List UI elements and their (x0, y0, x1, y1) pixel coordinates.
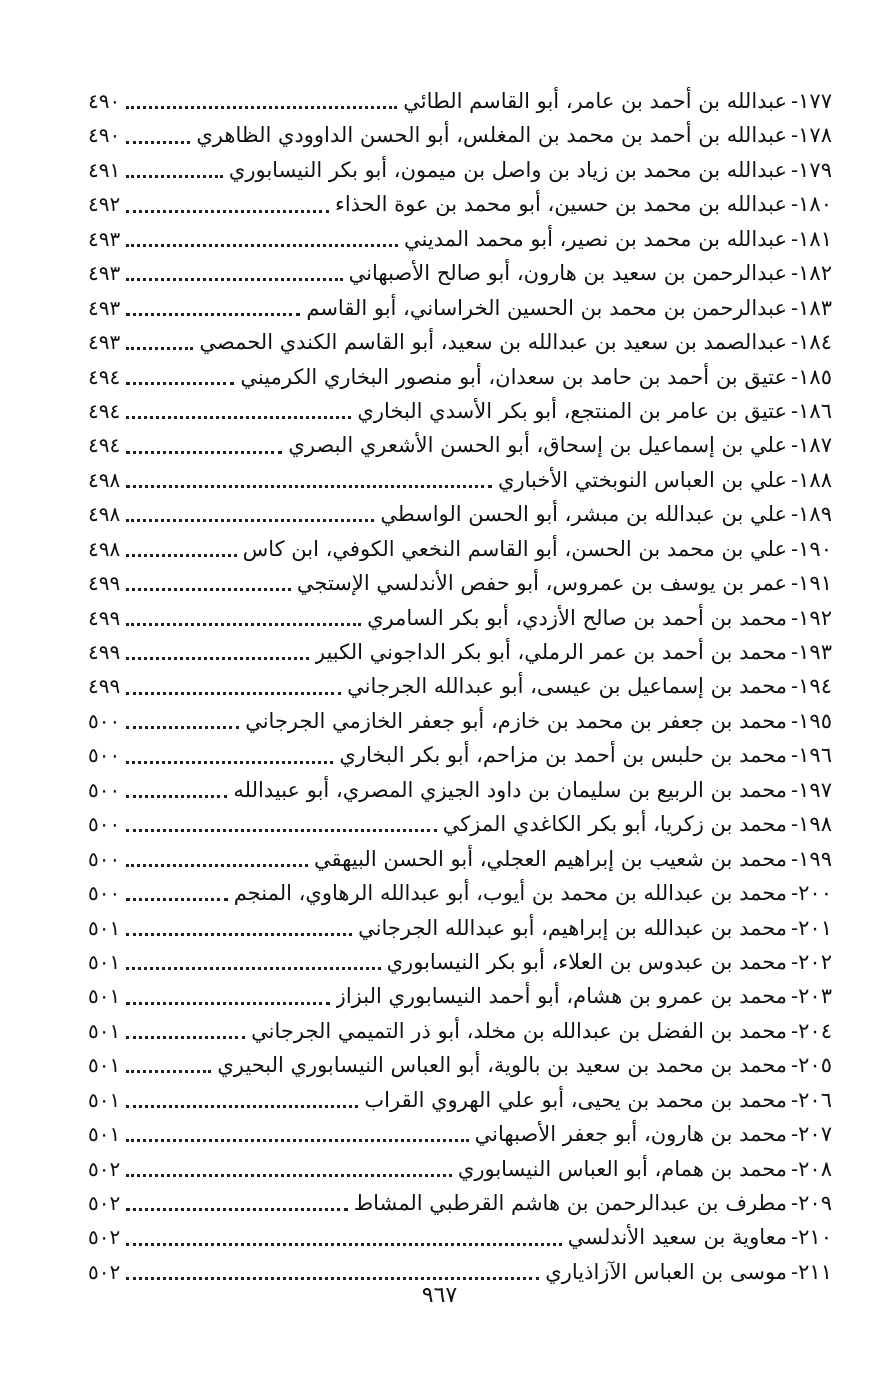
entry-number: ٢٠٦ (798, 1087, 832, 1112)
entry-title: عبدالرحمن بن سعيد بن هارون، أبو صالح الأصبهاني (348, 261, 788, 286)
dot-leader (126, 484, 492, 488)
toc-entry (88, 1083, 832, 1117)
toc-entry (88, 807, 832, 841)
entry-number: ١٧٩ (798, 157, 832, 182)
entry-title: موسى بن العباس الآزاذياري (545, 1259, 788, 1284)
entry-title: عبدالله بن محمد بن حسين، أبو محمد بن عوة الحذاء (334, 192, 788, 217)
entry-page-ref: ٤٩٩ (88, 640, 121, 664)
toc-entry (88, 428, 832, 462)
entry-number: ١٨١ (798, 226, 832, 251)
entry-dash: - (791, 708, 799, 733)
dot-leader (126, 1276, 539, 1280)
page-number: ٩٦٧ (421, 1283, 458, 1308)
dot-leader (126, 105, 397, 109)
entry-dash: - (791, 226, 799, 251)
toc-entry (88, 738, 832, 772)
entry-number: ٢٠٢ (798, 949, 832, 974)
toc-entry (88, 635, 832, 669)
entry-page-ref: ٤٩٤ (88, 364, 121, 389)
toc-entry (88, 773, 832, 807)
toc-entry (88, 118, 832, 152)
dot-leader (126, 381, 234, 385)
entry-dash: - (791, 571, 799, 596)
entry-number: ٢١٠ (798, 1225, 832, 1250)
entry-number: ١٧٨ (798, 123, 832, 148)
entry-dash: - (791, 1191, 799, 1215)
dot-leader (126, 622, 361, 626)
entry-number: ٢٠١ (798, 915, 832, 940)
toc-entry (88, 187, 832, 221)
entry-number: ٢٠٨ (798, 1156, 832, 1181)
toc-entry (88, 1186, 832, 1220)
entry-dash: - (791, 433, 799, 458)
entry-page-ref: ٥٠٠ (88, 777, 121, 802)
entry-page-ref: ٤٩٣ (88, 261, 121, 286)
entry-page-ref: ٤٩٠ (88, 123, 121, 148)
entry-page-ref: ٥٠٠ (88, 846, 121, 871)
dot-leader (126, 1242, 562, 1246)
dot-leader (126, 760, 333, 764)
entry-dash: - (791, 502, 799, 527)
entry-number: ١٨٨ (798, 467, 832, 492)
entry-dash: - (791, 1259, 799, 1284)
entry-number: ١٩٨ (798, 812, 832, 837)
dot-leader (126, 725, 239, 729)
dot-leader (126, 209, 329, 213)
entry-number: ١٨٩ (798, 502, 832, 527)
toc-entry (88, 532, 832, 566)
entry-page-ref: ٥٠٠ (88, 708, 121, 733)
entry-title: محمد بن عبدالله بن إبراهيم، أبو عبدالله الجرجاني (358, 915, 788, 940)
entry-number: ١٨٦ (798, 398, 832, 423)
toc-entry (88, 876, 832, 910)
entry-page-ref: ٥٠١ (88, 1053, 121, 1078)
toc-entry (88, 463, 832, 497)
entry-page-ref: ٥٠٠ (88, 881, 121, 906)
entry-title: علي بن إسماعيل بن إسحاق، أبو الحسن الأشعري البصري (288, 433, 788, 458)
entry-number: ١٩٩ (798, 846, 832, 871)
entry-dash: - (791, 398, 799, 423)
entry-number: ٢٠٤ (798, 1018, 832, 1043)
entry-page-ref: ٥٠١ (88, 984, 121, 1009)
toc-entry (88, 842, 832, 876)
entry-number: ٢٠٠ (798, 881, 832, 906)
entry-number: ١٩٣ (798, 640, 832, 664)
entry-title: عبدالله بن أحمد بن عامر، أبو القاسم الطائي (403, 89, 788, 113)
entry-page-ref: ٤٩٣ (88, 226, 121, 251)
dot-leader (126, 346, 193, 350)
dot-leader (126, 897, 227, 901)
toc-entry (88, 256, 832, 290)
toc-entry (88, 153, 832, 187)
entry-page-ref: ٥٠١ (88, 1018, 121, 1043)
entry-page-ref: ٥٠٢ (88, 1259, 121, 1284)
entry-page-ref: ٥٠٢ (88, 1191, 121, 1215)
entry-page-ref: ٤٩٤ (88, 433, 121, 458)
toc-entry (88, 704, 832, 738)
toc-entry (88, 84, 832, 118)
entry-title: عبدالله بن أحمد بن محمد بن المغلس، أبو الحسن الداوودي الظاهري (196, 123, 788, 148)
dot-leader (126, 828, 437, 832)
entry-title: علي بن عبدالله بن مبشر، أبو الحسن الواسطي (380, 502, 788, 527)
entry-dash: - (791, 984, 799, 1009)
entry-page-ref: ٤٩٣ (88, 330, 121, 355)
entry-number: ٢٠٩ (798, 1191, 832, 1215)
entry-title: علي بن محمد بن الحسن، أبو القاسم النخعي الكوفي، ابن كاس (242, 536, 788, 561)
entry-number: ١٨٧ (798, 433, 832, 458)
toc-entry (88, 325, 832, 359)
entry-page-ref: ٥٠١ (88, 1087, 121, 1112)
entry-dash: - (791, 295, 799, 320)
dot-leader (126, 415, 351, 419)
entry-dash: - (791, 1087, 799, 1112)
entry-dash: - (791, 674, 799, 699)
entry-dash: - (791, 1018, 799, 1043)
entry-dash: - (791, 467, 799, 492)
toc-entry (88, 1014, 832, 1048)
entry-dash: - (791, 605, 799, 630)
dot-leader (126, 587, 291, 591)
entry-number: ٢١١ (798, 1259, 832, 1284)
entry-number: ١٨٣ (798, 295, 832, 320)
entry-page-ref: ٤٩٩ (88, 674, 121, 699)
entry-title: محمد بن همام، أبو العباس النيسابوري (457, 1156, 788, 1181)
entry-title: علي بن العباس النوبختي الأخباري (498, 467, 788, 492)
entry-title: عمر بن يوسف بن عمروس، أبو حفص الأندلسي الإستجي (296, 571, 788, 596)
entry-title: محمد بن محمد بن سعيد بن بالوية، أبو العباس النيسابوري البحيري (217, 1053, 788, 1078)
toc-entry (88, 222, 832, 256)
toc-entry (88, 979, 832, 1013)
entry-page-ref: ٤٩٨ (88, 467, 121, 492)
entry-title: عتيق بن عامر بن المنتجع، أبو بكر الأسدي البخاري (357, 398, 788, 423)
toc-entry (88, 911, 832, 945)
entry-page-ref: ٤٩٨ (88, 536, 121, 561)
entry-number: ٢٠٥ (798, 1053, 832, 1078)
entry-page-ref: ٤٩٨ (88, 502, 121, 527)
entry-dash: - (791, 949, 799, 974)
dot-leader (126, 1173, 452, 1177)
entry-page-ref: ٤٩٠ (88, 89, 121, 113)
toc-entry (88, 566, 832, 600)
entry-page-ref: ٥٠٠ (88, 812, 121, 837)
entry-dash: - (791, 157, 799, 182)
dot-leader (126, 932, 352, 936)
toc-entry (88, 1220, 832, 1254)
toc-entry (88, 291, 832, 325)
entry-page-ref: ٤٩٢ (88, 192, 121, 217)
dot-leader (126, 1104, 358, 1108)
toc-entry (88, 601, 832, 635)
entry-dash: - (791, 1225, 799, 1250)
toc-entry (88, 1048, 832, 1082)
entry-dash: - (791, 123, 799, 148)
entry-page-ref: ٤٩٩ (88, 605, 121, 630)
dot-leader (126, 174, 223, 178)
entry-page-ref: ٤٩١ (88, 157, 121, 182)
dot-leader (126, 450, 282, 454)
entry-dash: - (791, 1053, 799, 1078)
entry-dash: - (791, 881, 799, 906)
dot-leader (126, 312, 300, 316)
entry-dash: - (791, 1122, 799, 1147)
entry-number: ٢٠٣ (798, 984, 832, 1009)
entry-dash: - (791, 640, 799, 664)
entry-number: ١٩٦ (798, 743, 832, 768)
dot-leader (126, 1138, 468, 1142)
entry-title: محمد بن أحمد بن صالح الأزدي، أبو بكر السامري (367, 605, 788, 630)
dot-leader (126, 277, 342, 281)
entry-dash: - (791, 330, 799, 355)
dot-leader (126, 863, 308, 867)
dot-leader (126, 656, 309, 660)
entry-dash: - (791, 812, 799, 837)
entry-title: محمد بن عبدوس بن العلاء، أبو بكر النيسابوري (386, 949, 788, 974)
dot-leader (126, 794, 227, 798)
entry-title: عتيق بن أحمد بن حامد بن سعدان، أبو منصور البخاري الكرميني (240, 364, 788, 389)
toc-entry (88, 394, 832, 428)
dot-leader (126, 1001, 329, 1005)
entry-page-ref: ٥٠٢ (88, 1156, 121, 1181)
entry-title: مطرف بن عبدالرحمن بن هاشم القرطبي المشاط (353, 1191, 788, 1215)
entry-title: محمد بن الربيع بن سليمان بن داود الجيزي المصري، أبو عبيدالله (233, 777, 788, 802)
entry-page-ref: ٥٠١ (88, 915, 121, 940)
entry-title: محمد بن هارون، أبو جعفر الأصبهاني (474, 1122, 788, 1147)
entry-number: ١٨٥ (798, 364, 832, 389)
entry-title: عبدالصمد بن سعيد بن عبدالله بن سعيد، أبو القاسم الكندي الحمصي (199, 330, 788, 355)
toc-entry (88, 1117, 832, 1151)
entry-number: ١٩٢ (798, 605, 832, 630)
entry-title: محمد بن عبدالله بن محمد بن أيوب، أبو عبدالله الرهاوي، المنجم (233, 881, 788, 906)
entry-dash: - (791, 915, 799, 940)
entry-number: ١٩٤ (798, 674, 832, 699)
entry-title: محمد بن جعفر بن محمد بن خازم، أبو جعفر الخازمي الجرجاني (245, 708, 788, 733)
entry-number: ١٨٢ (798, 261, 832, 286)
entry-title: عبدالله بن محمد بن زياد بن واصل بن ميمون، أبو بكر النيسابوري (228, 157, 788, 182)
toc-entry (88, 945, 832, 979)
entry-page-ref: ٥٠١ (88, 949, 121, 974)
toc-entry (88, 360, 832, 394)
toc-entry (88, 1152, 832, 1186)
entry-dash: - (791, 261, 799, 286)
entry-page-ref: ٥٠٢ (88, 1225, 121, 1250)
dot-leader (126, 243, 398, 247)
entry-dash: - (791, 777, 799, 802)
toc-entry (88, 497, 832, 531)
entry-title: محمد بن زكريا، أبو بكر الكاغدي المزكي (442, 812, 788, 837)
entry-page-ref: ٥٠٠ (88, 743, 121, 768)
dot-leader (126, 518, 374, 522)
entry-number: ١٧٧ (798, 89, 832, 113)
entry-dash: - (791, 192, 799, 217)
entry-title: محمد بن عمرو بن هشام، أبو أحمد النيسابوري البزاز (335, 984, 788, 1009)
dot-leader (126, 1069, 211, 1073)
dot-leader (126, 691, 341, 695)
dot-leader (126, 1207, 347, 1211)
dot-leader (126, 966, 380, 970)
entry-number: ١٩٥ (798, 708, 832, 733)
entry-title: محمد بن إسماعيل بن عيسى، أبو عبدالله الجرجاني (347, 674, 788, 699)
entry-dash: - (791, 846, 799, 871)
entry-page-ref: ٥٠١ (88, 1122, 121, 1147)
table-of-contents (88, 84, 832, 1289)
dot-leader (126, 1035, 245, 1039)
entry-title: محمد بن حلبس بن أحمد بن مزاحم، أبو بكر البخاري (339, 743, 788, 768)
dot-leader (126, 140, 190, 144)
entry-dash: - (791, 364, 799, 389)
entry-dash: - (791, 89, 799, 113)
entry-title: محمد بن أحمد بن عمر الرملي، أبو بكر الداجوني الكبير (314, 640, 788, 664)
entry-title: عبدالرحمن بن محمد بن الحسين الخراساني، أبو القاسم (306, 295, 788, 320)
entry-dash: - (791, 1156, 799, 1181)
entry-number: ١٨٠ (798, 192, 832, 217)
entry-number: ١٩٧ (798, 777, 832, 802)
entry-number: ١٨٤ (798, 330, 832, 355)
entry-page-ref: ٤٩٤ (88, 398, 121, 423)
entry-page-ref: ٤٩٩ (88, 571, 121, 596)
dot-leader (126, 553, 236, 557)
toc-entry (88, 669, 832, 703)
entry-dash: - (791, 743, 799, 768)
entry-page-ref: ٤٩٣ (88, 295, 121, 320)
entry-number: ١٩٠ (798, 536, 832, 561)
entry-title: عبدالله بن محمد بن نصير، أبو محمد المديني (404, 226, 788, 251)
entry-title: محمد بن شعيب بن إبراهيم العجلي، أبو الحسن البيهقي (313, 846, 788, 871)
entry-title: محمد بن الفضل بن عبدالله بن مخلد، أبو ذر التميمي الجرجاني (251, 1018, 788, 1043)
entry-number: ٢٠٧ (798, 1122, 832, 1147)
entry-title: محمد بن محمد بن يحيى، أبو علي الهروي القراب (364, 1087, 788, 1112)
entry-title: معاوية بن سعيد الأندلسي (567, 1225, 788, 1250)
entry-dash: - (791, 536, 799, 561)
entry-number: ١٩١ (798, 571, 832, 596)
